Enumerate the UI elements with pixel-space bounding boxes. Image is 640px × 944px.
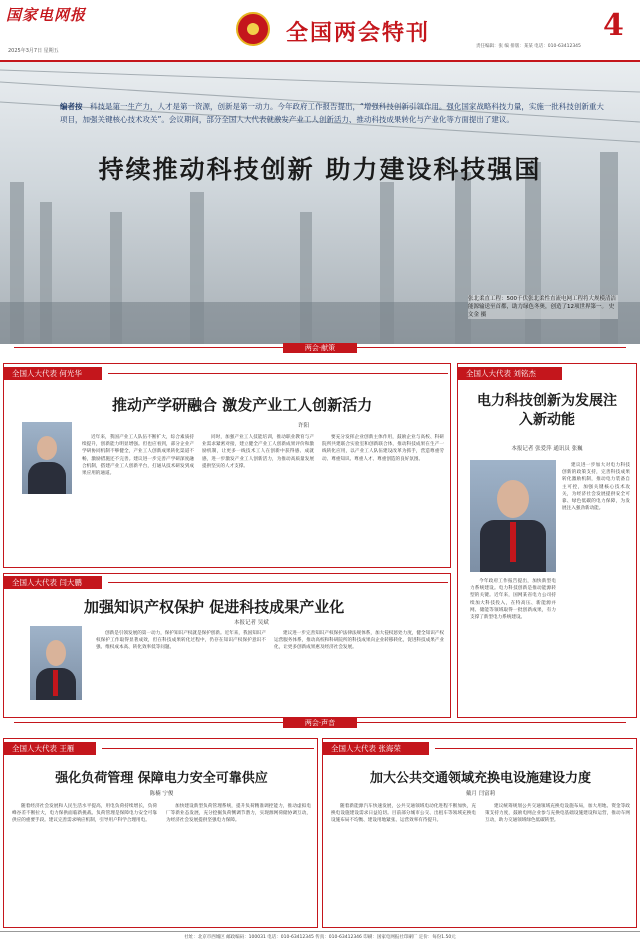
article-headline: 电力科技创新为发展注入新动能 [477, 393, 617, 428]
portrait-photo [30, 626, 82, 700]
special-edition-title: 全国两会特刊 [286, 20, 431, 46]
editor-note [60, 100, 605, 126]
photo-caption: 张北柔直工程：500千伏张北柔性直流电网工程将大规模清洁能源输送至首都，助力绿色冬奥，创造了12项世界第一。 史文金 摄 [468, 296, 616, 318]
representative-tag: 全国人大代表 何光华 [4, 367, 102, 380]
article-column: 随着新能源汽车快速发展，公共交通领域电动化进程不断加快，充换电设施建设需求日益迫切。目前部分城市公交、出租车等领域充换电设施布局不均衡、建设用地紧张、运营效率有待提升。 [331, 804, 476, 824]
representative-tag: 全国人大代表 王雁 [4, 742, 96, 755]
article-column: 要充分发挥企业创新主体作用，鼓励企业与高校、科研院所共建联合实验室和创新联合体，推动科技成果在生产一线转化应用，以产业工人队伍建设改革为抓手，营造尊重劳动、尊重知识、尊重人才、尊重创造的良好氛围。 [322, 435, 444, 462]
newspaper-logo: 国家电网报 [6, 6, 87, 24]
section-banner-proposals [0, 343, 640, 353]
article-wang-yan [3, 738, 318, 928]
article-zhang-hairong [322, 738, 637, 928]
article-column: 近年来，我国产业工人队伍不断扩大，综合素质持续提升，创新能力明显增强。但也应看到，部分企业产学研协同机制不够健全，产业工人创新成果转化渠道不畅，激励措施还不完善。建议进一步完善产学研深度融合机制，搭建产业工人创新平台，打通从技术研发到成果应用的通道。 [82, 435, 194, 477]
editor-note-label: 编者按 [60, 102, 83, 111]
article-column: 今年政府工作报告提出，加快新型电力系统建设。电力科技创新是推动能源转型的关键。近年来，国网某省电力公司持续加大科技投入，在特高压、新能源并网、储能等领域取得一批创新成果，有力支撑了新型电力系统建设。 [470, 579, 556, 621]
article-headline: 强化负荷管理 保障电力安全可靠供应 [55, 771, 268, 786]
article-byline: 陈楠 宁俊 [149, 791, 174, 797]
article-byline: 本报记者 张爱萍 通讯员 张巍 [511, 446, 583, 452]
editor-info: 责任编辑：张 编 排版：某某 电话：010-63412345 [476, 44, 581, 49]
article-headline: 加大公共交通领域充换电设施建设力度 [369, 771, 591, 786]
main-headline: 持续推动科技创新 助力建设科技强国 [98, 155, 542, 184]
article-column: 建议进一步完善知识产权保护法律法规体系，加大侵权惩处力度，健全知识产权运营服务体系，推动高校和科研院所的科技成果向企业转移转化，促进科技成果产业化，让更多创新成果惠及经济社会发展。 [274, 631, 444, 651]
emblem-icon [236, 12, 270, 46]
section-label: 两会·声音 [283, 718, 357, 728]
article-column: 加快建设新型负荷管理系统，提升负荷精准调控能力，推动虚拟电厂等新业态发展，充分挖掘负荷侧调节潜力，实现源网荷储协调互动，为经济社会发展提供坚强电力保障。 [166, 804, 311, 824]
article-byline: 本报记者 吴斌 [234, 620, 269, 626]
issue-date: 2025年3月7日 星期五 [8, 48, 59, 54]
page-footer: 社址：北京市西城区 邮政编码：100031 电话：010-63412345 传真：010-63412346 印刷：国家电网报社印刷厂 定价：每份1.50元 [0, 931, 640, 944]
section-banner-voices [0, 718, 640, 728]
section-label: 两会·献策 [283, 343, 357, 353]
article-he-guanghua [3, 363, 451, 568]
article-yan-dapeng [3, 573, 451, 718]
article-byline: 许阳 [298, 423, 310, 429]
article-byline: 戴月 闫富莉 [465, 791, 496, 797]
article-column: 同时，加强产业工人技能培训，推动职业教育与产业需求紧密对接，建立健全产业工人创新成果评价和激励机制，让更多一线技术工人在创新中获得感、成就感，进一步激发产业工人创新活力，为推动高质量发展提供坚实的人才支撑。 [202, 435, 314, 469]
article-headline: 推动产学研融合 激发产业工人创新活力 [112, 396, 373, 414]
portrait-photo [470, 460, 556, 572]
representative-tag: 全国人大代表 刘铭杰 [458, 367, 562, 380]
representative-tag: 全国人大代表 闫大鹏 [4, 576, 102, 589]
article-liu-mingjie [457, 363, 637, 718]
article-column: 随着经济社会发展和人民生活水平提高，用电负荷持续增长，负荷峰谷差不断拉大，电力保供面临新挑战。负荷管理是保障电力安全可靠供应的重要手段。建议完善需求响应机制，引导用户科学合理用电。 [12, 804, 157, 824]
page-number: 4 [603, 8, 624, 43]
representative-tag: 全国人大代表 张海荣 [323, 742, 429, 755]
editor-note-text: 科技是第一生产力，人才是第一资源，创新是第一动力。今年政府工作报告提出，“增强科技创新引领作用。强化国家战略科技力量，实施一批科技创新重大项目，加强关键核心技术攻关”。会议期间，部分全国人大代表就激发产业工人创新活力、推动科技成果转化与产业化等方面提出了建议。 [60, 102, 604, 124]
article-column: 建议进一步加大对电力科技创新的政策支持，完善科技成果转化激励机制，推动电力装备自主可控，加强关键核心技术攻关，为经济社会发展提供安全可靠、绿色低碳的电力保障，为发展注入强劲新动能。 [562, 463, 630, 512]
article-column: 建议统筹规划公共交通领域充换电设施布局，加大用地、资金等政策支持力度，鼓励电网企业参与充换电基础设施建设和运营，推动车网互动，助力交通领域绿色低碳转型。 [485, 804, 630, 824]
portrait-photo [22, 422, 72, 494]
article-headline: 加强知识产权保护 促进科技成果产业化 [84, 598, 345, 616]
article-column: 创新是引领发展的第一动力，保护知识产权就是保护创新。近年来，我国知识产权保护工作取得显著成效，但在科技成果转化过程中，仍存在知识产权保护意识不强、维权成本高、转化效率低等问题。 [96, 631, 266, 651]
